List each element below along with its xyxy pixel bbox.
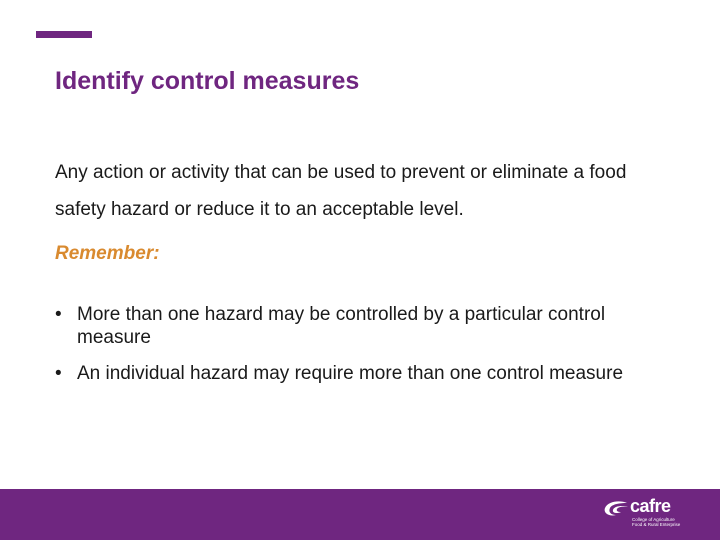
remember-label: Remember: — [55, 243, 160, 264]
logo-tagline-line: Food & Rural Enterprise — [632, 522, 681, 527]
logo-wordmark: cafre — [630, 496, 671, 516]
logo-tagline — [632, 517, 680, 527]
title-accent-bar — [36, 31, 92, 38]
bullet-text: An individual hazard may require more than one control measure — [77, 363, 624, 384]
cafre-swirl-logo-icon — [602, 500, 630, 518]
bullet-item — [55, 362, 665, 385]
bullet-item — [55, 303, 665, 349]
intro-text: Any action or activity that can be used to prevent or eliminate a food safety hazard or reduce it to an acceptable level. — [55, 162, 627, 220]
slide-title: Identify control measures — [55, 67, 360, 95]
bullet-mark: • — [55, 363, 62, 384]
bullet-list — [55, 303, 665, 398]
bullet-text: More than one hazard may be controlled by a particular control measure — [77, 304, 606, 348]
bullet-mark: • — [55, 304, 62, 325]
cafre-logo — [602, 498, 692, 532]
logo-tagline-line: College of Agriculture — [632, 517, 675, 522]
